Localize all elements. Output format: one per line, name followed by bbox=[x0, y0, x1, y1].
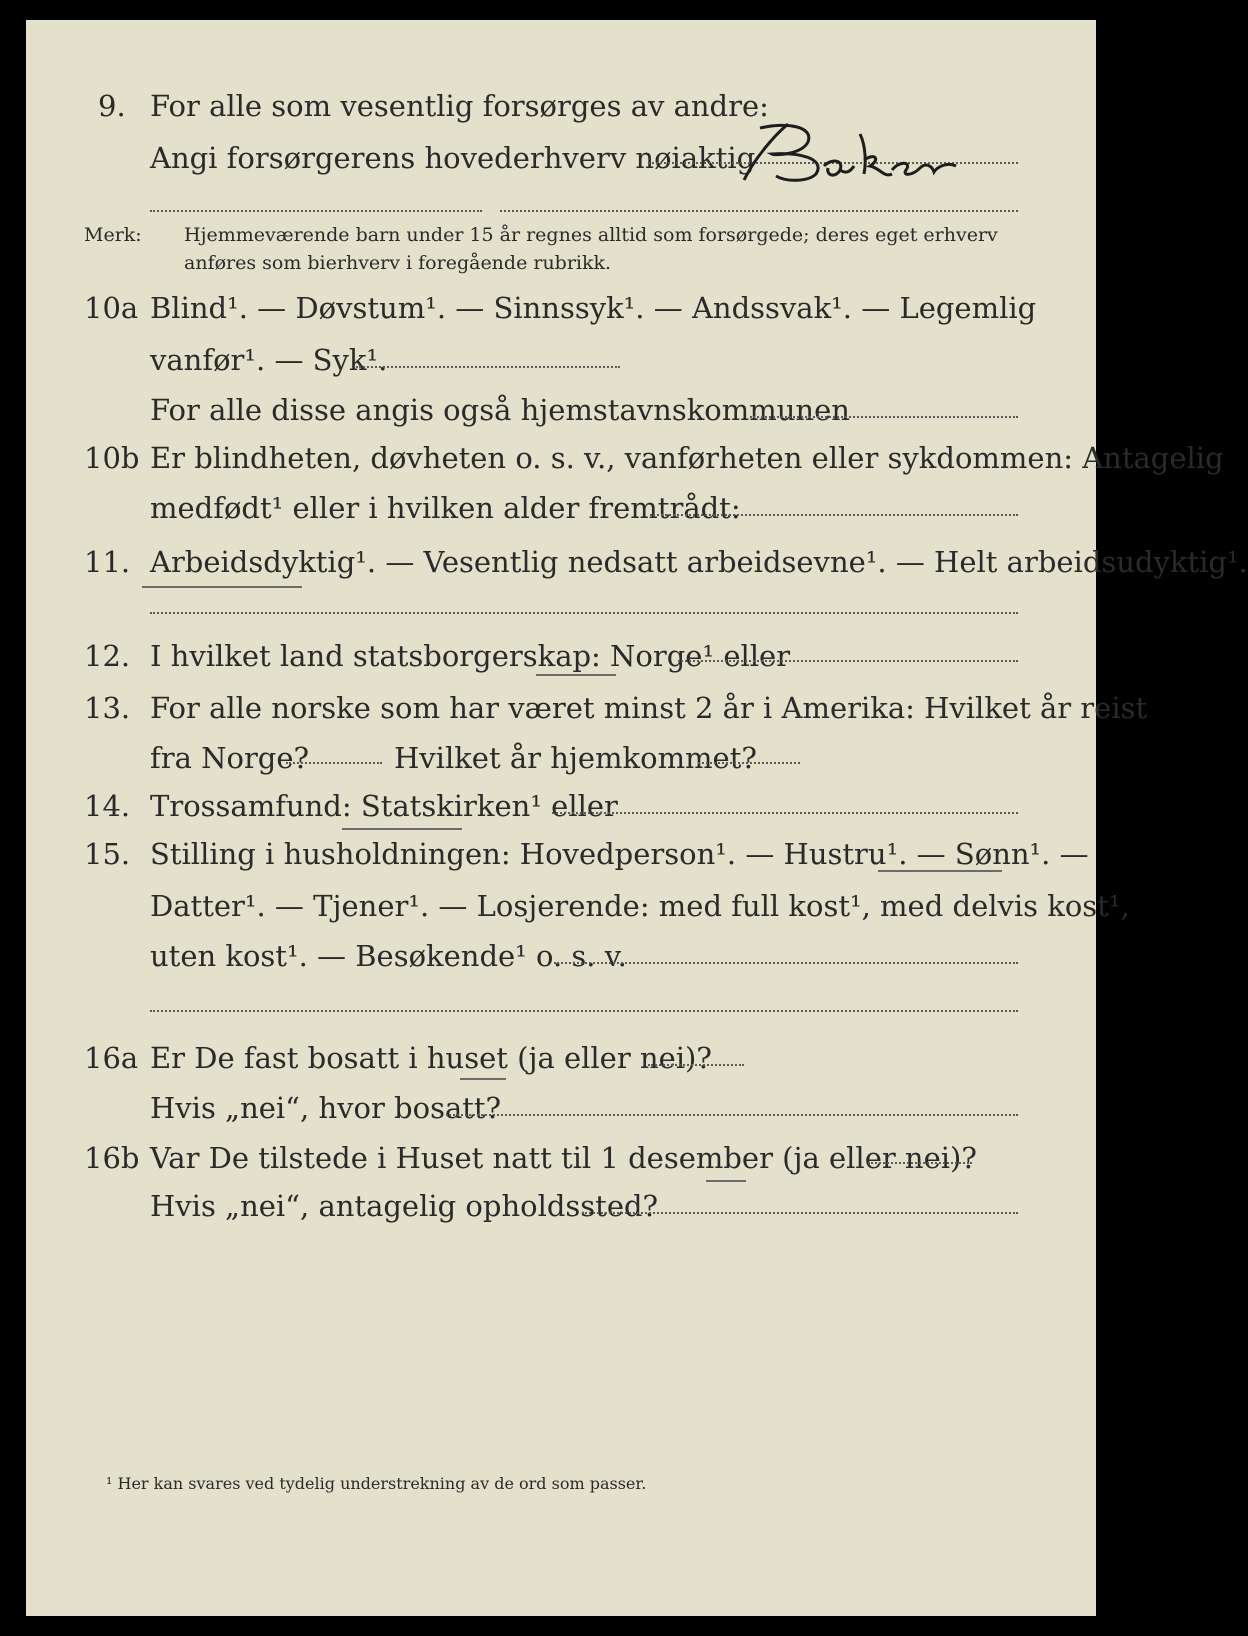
q16a-line2: Hvis „nei“, hvor bosatt? bbox=[150, 1091, 502, 1125]
q12-answer-line bbox=[678, 660, 1018, 662]
census-form-page bbox=[26, 20, 1248, 1616]
q12-number: 12. bbox=[84, 639, 131, 673]
q16b-number: 16b bbox=[84, 1141, 140, 1175]
q14-line1: Trossamfund: Statskirken¹ eller bbox=[150, 789, 618, 823]
q15-line1: Stilling i husholdningen: Hovedperson¹. — Hustru¹. — Sønn¹. — bbox=[150, 837, 1089, 871]
q16b-answer-line bbox=[868, 1162, 972, 1164]
q15-line3: uten kost¹. — Besøkende¹ o. s. v. bbox=[150, 939, 627, 973]
q15-extra-line bbox=[150, 1010, 1018, 1012]
q15-answer-line bbox=[554, 962, 1018, 964]
q14-answer-line bbox=[552, 812, 1018, 814]
q16a-number: 16a bbox=[84, 1041, 139, 1075]
q16a-underline-ja bbox=[460, 1078, 506, 1080]
q9-line1: For alle som vesentlig forsørges av andre: bbox=[150, 89, 769, 123]
q10a-line2: vanfør¹. — Syk¹. bbox=[150, 343, 388, 377]
q12-line1: I hvilket land statsborgerskap: Norge¹ eller bbox=[150, 639, 791, 673]
q10a-kommune-line bbox=[750, 416, 1018, 418]
q13-hjemkommet-line bbox=[698, 762, 800, 764]
q10b-line1: Er blindheten, døvheten o. s. v., vanførheten eller sykdommen: Antagelig bbox=[150, 441, 1224, 475]
q16a-line1: Er De fast bosatt i huset (ja eller nei)? bbox=[150, 1041, 712, 1075]
q9-extra-line-right bbox=[500, 210, 1018, 212]
footnote: ¹ Her kan svares ved tydelig understrekning av de ord som passer. bbox=[106, 1474, 647, 1493]
q16a-answer-line bbox=[648, 1064, 744, 1066]
merk-label: Merk: bbox=[84, 224, 142, 246]
q9-handwritten-answer bbox=[716, 116, 976, 196]
q10b-answer-line bbox=[650, 514, 1018, 516]
q10a-number: 10a bbox=[84, 291, 139, 325]
q9-line2: Angi forsørgerens hovederhverv nøiaktig bbox=[150, 141, 756, 175]
q13-reist-line bbox=[286, 762, 382, 764]
q13-number: 13. bbox=[84, 691, 131, 725]
q16b-underline-ja bbox=[706, 1180, 746, 1182]
q10b-line2: medfødt¹ eller i hvilken alder fremtrådt: bbox=[150, 491, 741, 525]
q10a-line3: For alle disse angis også hjemstavnskommunen bbox=[150, 393, 850, 427]
q9-number: 9. bbox=[98, 89, 126, 123]
q11-number: 11. bbox=[84, 545, 131, 579]
q10b-number: 10b bbox=[84, 441, 140, 475]
q9-extra-line-left bbox=[150, 210, 482, 212]
q10a-answer-line bbox=[356, 366, 620, 368]
q12-underline-norge bbox=[536, 674, 616, 676]
q14-number: 14. bbox=[84, 789, 131, 823]
q16b-line1: Var De tilstede i Huset natt til 1 desember (ja eller nei)? bbox=[150, 1141, 977, 1175]
q16b-line2: Hvis „nei“, antagelig opholdssted? bbox=[150, 1189, 659, 1223]
q11-line1: Arbeidsdyktig¹. — Vesentlig nedsatt arbeidsevne¹. — Helt arbeidsudyktig¹. bbox=[150, 545, 1248, 579]
q13-line2a: fra Norge? bbox=[150, 741, 310, 775]
q13-line2b: Hvilket år hjemkommet? bbox=[394, 741, 757, 775]
merk-line2: anføres som bierhverv i foregående rubrikk. bbox=[184, 252, 612, 274]
merk-line1: Hjemmeværende barn under 15 år regnes alltid som forsørgede; deres eget erhverv bbox=[184, 224, 998, 246]
q15-number: 15. bbox=[84, 837, 131, 871]
q13-line1: For alle norske som har været minst 2 år i Amerika: Hvilket år reist bbox=[150, 691, 1148, 725]
q11-underline-arbeidsdyktig bbox=[142, 586, 302, 588]
q11-answer-line bbox=[150, 612, 1018, 614]
q15-underline-sonn bbox=[878, 870, 1002, 872]
q16a-bosatt-line bbox=[446, 1114, 1018, 1116]
q16b-opholdssted-line bbox=[582, 1212, 1018, 1214]
q14-underline-statskirken bbox=[342, 828, 462, 830]
q15-line2: Datter¹. — Tjener¹. — Losjerende: med full kost¹, med delvis kost¹, bbox=[150, 889, 1130, 923]
q10a-line1: Blind¹. — Døvstum¹. — Sinnssyk¹. — Andssvak¹. — Legemlig bbox=[150, 291, 1037, 325]
